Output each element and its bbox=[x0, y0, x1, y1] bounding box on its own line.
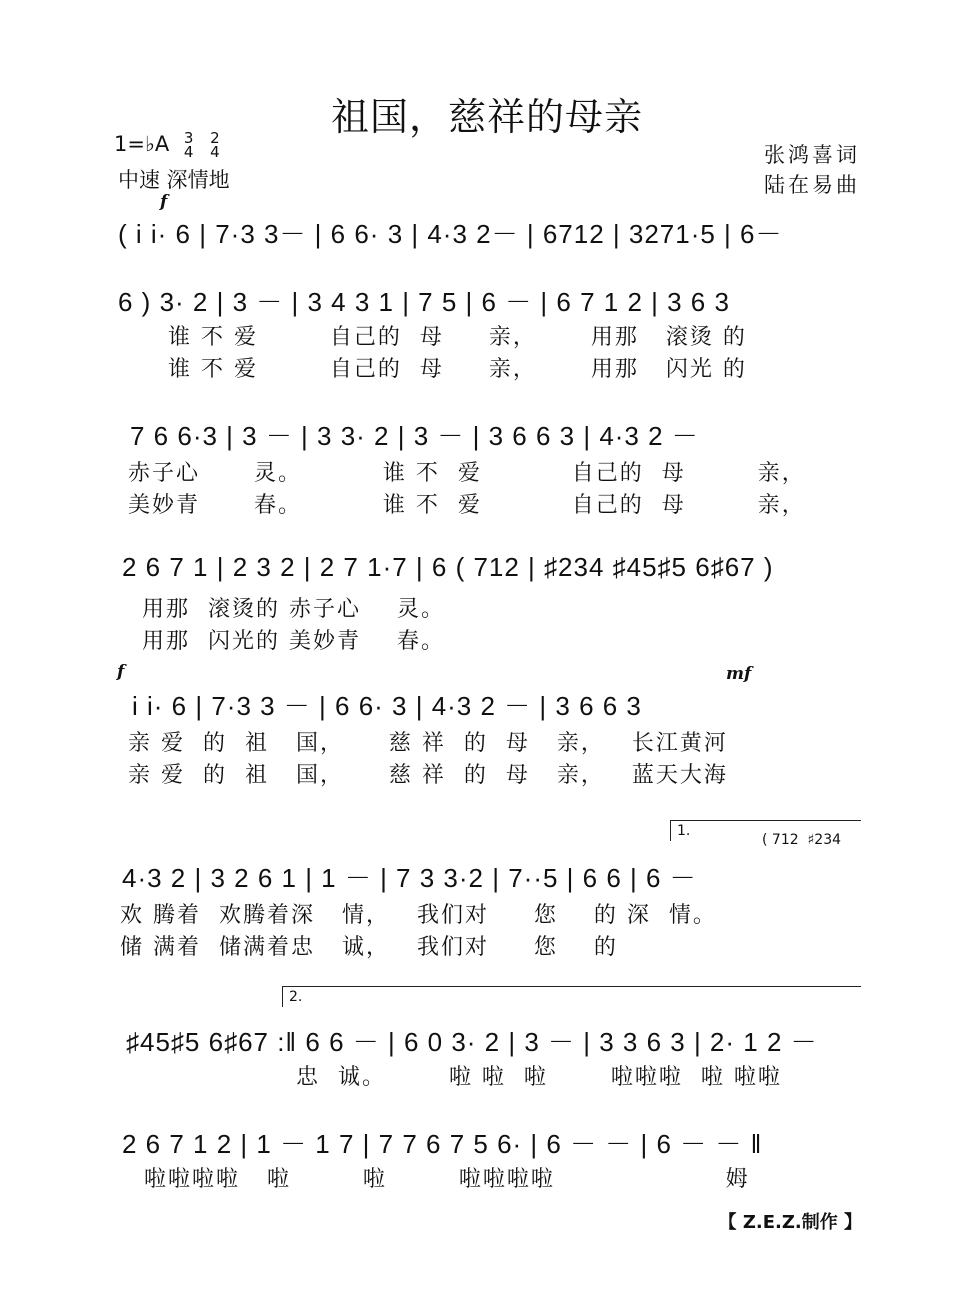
notation-line-3: 7 6 6·3 | 3 － | 3 3· 2 | 3 － | 3 6 6 3 | 4·3 2 － bbox=[130, 421, 699, 451]
lyrics-line-5-verse-2: 亲 爱 的 祖 国， 慈 祥 的 母 亲， 蓝天大海 bbox=[128, 763, 728, 788]
footer-credit: 【 Z.E.Z.制作 】 bbox=[718, 1212, 862, 1233]
notation-line-8: 2 6 7 1 2 | 1 － 1 7 | 7 7 6 7 5 6· | 6 － － | 6 － － ‖ bbox=[122, 1129, 763, 1159]
dynamic-mezzo-forte: mf bbox=[726, 664, 752, 684]
lyrics-line-2-verse-2: 谁 不 爱 自己的 母 亲， 用那 闪光 的 bbox=[168, 357, 747, 382]
lyricist: 张鸿喜词 bbox=[764, 143, 860, 167]
notation-line-7: ♯45♯5 6♯67 :‖ 6 6 － | 6 0 3· 2 | 3 － | 3 3 6 3 | 2· 1 2 － bbox=[126, 1027, 818, 1057]
dynamic-forte-2: f bbox=[117, 662, 125, 682]
lyrics-line-7: 忠 诚。 啦 啦 啦 啦啦啦 啦 啦啦 bbox=[296, 1065, 782, 1090]
notation-line-1: ( i i· 6 | 7·3 3－ | 6 6· 3 | 4·3 2－ | 6712 | 3271·5 | 6－ bbox=[118, 219, 783, 249]
composer: 陆在易曲 bbox=[764, 173, 860, 197]
lyrics-line-5-verse-1: 亲 爱 的 祖 国， 慈 祥 的 母 亲， 长江黄河 bbox=[128, 731, 728, 756]
tempo-marking: 中速 深情地 bbox=[118, 168, 230, 192]
key-value: 1=♭A bbox=[114, 132, 170, 156]
notation-line-2: 6 ) 3· 2 | 3 － | 3 4 3 1 | 7 5 | 6 － | 6 7 1 2 | 3 6 3 bbox=[118, 287, 730, 317]
lyrics-line-3-verse-1: 赤子心 灵。 谁 不 爱 自己的 母 亲， bbox=[128, 461, 806, 486]
notation-line-4: 2 6 7 1 | 2 3 2 | 2 7 1·7 | 6 ( 712 | ♯234 ♯45♯5 6♯67 ) bbox=[122, 552, 774, 582]
notation-line-5: i i· 6 | 7·3 3 － | 6 6· 3 | 4·3 2 － | 3 6 6 3 bbox=[132, 691, 642, 721]
volta-second-ending bbox=[282, 986, 861, 1007]
credits bbox=[764, 140, 860, 200]
volta-label-1: 1. bbox=[677, 823, 691, 839]
lyrics-line-8: 啦啦啦啦 啦 啦 啦啦啦啦 姆 bbox=[144, 1167, 750, 1192]
lyrics-line-6-verse-1: 欢 腾着 欢腾着深 情， 我们对 您 的 深 情。 bbox=[120, 903, 717, 928]
dynamic-forte: f bbox=[160, 192, 168, 212]
lyrics-line-6-verse-2: 储 满着 储满着忠 诚， 我们对 您 的 bbox=[120, 935, 618, 960]
lyrics-line-3-verse-2: 美妙青 春。 谁 不 爱 自己的 母 亲， bbox=[128, 493, 806, 518]
grace-notes: ( 712 ♯234 bbox=[762, 832, 842, 848]
lyrics-line-2-verse-1: 谁 不 爱 自己的 母 亲， 用那 滚烫 的 bbox=[168, 325, 747, 350]
lyrics-line-4-verse-1: 用那 滚烫的 赤子心 灵。 bbox=[142, 597, 445, 622]
time-signature-1: 3 4 bbox=[183, 129, 194, 161]
lyrics-line-4-verse-2: 用那 闪光的 美妙青 春。 bbox=[142, 629, 445, 654]
volta-label-2: 2. bbox=[289, 989, 303, 1005]
song-title: 祖国，慈祥的母亲 bbox=[330, 95, 643, 139]
notation-line-6: 4·3 2 | 3 2 6 1 | 1 － | 7 3 3·2 | 7··5 | 6 6 | 6 － bbox=[122, 863, 697, 893]
time-signature-2: 2 4 bbox=[210, 129, 220, 161]
key-signature bbox=[114, 130, 220, 159]
